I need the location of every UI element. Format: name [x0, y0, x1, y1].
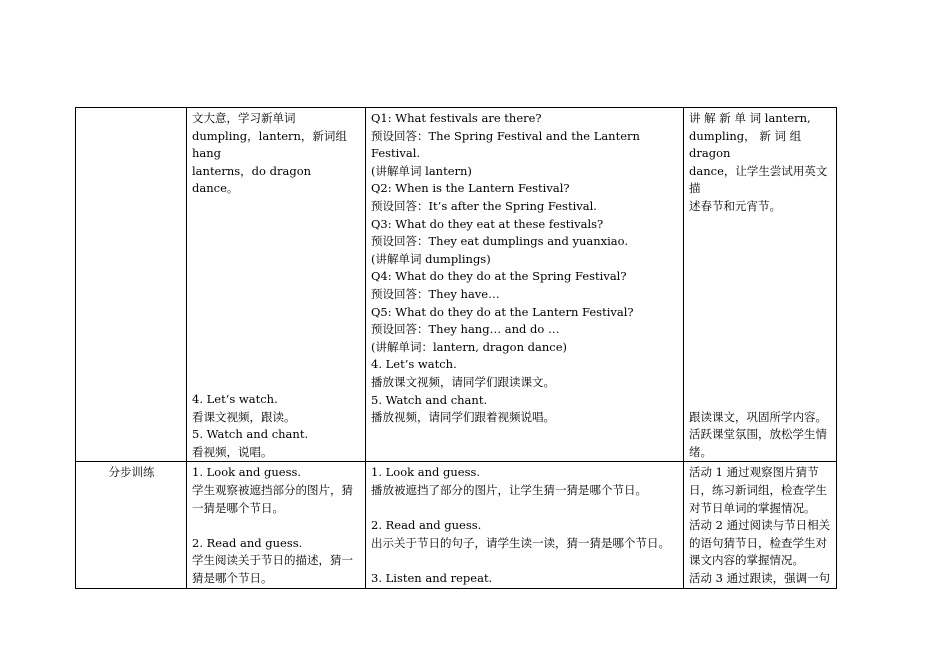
text-line: 一猜是哪个节日。 — [192, 500, 284, 515]
text-line: Q5: What do they do at the Lantern Festival? — [371, 304, 634, 319]
student-activity-bottom — [192, 391, 361, 461]
lesson-plan-table — [75, 107, 837, 589]
text-line: 文大意，学习新单词 — [192, 111, 296, 125]
text-line: Festival. — [371, 146, 421, 161]
text-line: (讲解单词 lantern) — [371, 163, 472, 178]
text-line: dance，让学生尝试用英文描 — [689, 163, 828, 196]
design-intent-cell — [684, 108, 837, 462]
text-line: 课文内容的掌握情况。 — [689, 553, 804, 568]
text-line: 播放被遮挡了部分的图片，让学生猜一猜是哪个节日。 — [371, 482, 647, 497]
table-row — [76, 108, 837, 462]
text-line: 预设回答：They have… — [371, 286, 500, 301]
student-activity-cell — [187, 462, 366, 588]
text-line: 1. Look and guess. — [371, 465, 481, 480]
text-line: 预设回答：It’s after the Spring Festival. — [371, 198, 597, 213]
student-activity-cell — [187, 108, 366, 462]
text-line: 4. Let’s watch. — [192, 391, 278, 406]
text-line: 出示关于节日的句子，请学生读一读，猜一猜是哪个节日。 — [371, 535, 670, 550]
text-line: 学生阅读关于节日的描述，猜一 — [192, 553, 353, 568]
text-line: (讲解单词：lantern, dragon dance) — [371, 339, 567, 354]
teacher-activity-cell — [366, 462, 684, 588]
text-line: 1. Look and guess. — [192, 465, 302, 480]
text-line: 预设回答：They eat dumplings and yuanxiao. — [371, 234, 629, 249]
stage-label-cell: 分步训练 — [76, 462, 187, 588]
text-line: 2. Read and guess. — [192, 535, 303, 550]
text-line: Q4: What do they do at the Spring Festival? — [371, 269, 627, 284]
text-line: 5. Watch and chant. — [371, 392, 488, 407]
text-line: 活动 1 通过观察图片猜节 — [689, 465, 819, 480]
text-line: 讲 解 新 单 词 lantern, — [689, 111, 811, 125]
design-intent-bottom — [689, 409, 832, 462]
text-line: 述春节和元宵节。 — [689, 198, 781, 213]
teacher-activity-cell — [366, 108, 684, 462]
text-line: lanterns，do dragon dance。 — [192, 163, 312, 196]
stage-label-cell — [76, 108, 187, 462]
text-line: 猜是哪个节日。 — [192, 570, 273, 585]
text-line: Q2: When is the Lantern Festival? — [371, 181, 570, 196]
text-line: 2. Read and guess. — [371, 518, 482, 533]
text-line: 看视频，说唱。 — [192, 444, 273, 459]
design-intent-top — [689, 110, 832, 216]
design-intent-cell — [684, 462, 837, 588]
text-line: 跟读课文，巩固所学内容。 — [689, 409, 827, 424]
text-line: 活动 2 通过阅读与节日相关 — [689, 518, 831, 533]
text-line: 的语句猜节日，检查学生对 — [689, 535, 827, 550]
text-line: 学生观察被遮挡部分的图片，猜 — [192, 482, 353, 497]
text-line: 预设回答：The Spring Festival and the Lantern — [371, 128, 640, 143]
text-line: 4. Let’s watch. — [371, 357, 457, 372]
text-line: 活动 3 通过跟读，强调一句 — [689, 570, 831, 585]
student-activity-top — [192, 110, 361, 198]
table-row — [76, 462, 837, 588]
text-line: (讲解单词 dumplings) — [371, 251, 491, 266]
teacher-activity-bottom — [371, 356, 679, 426]
text-line: 日，练习新词组，检查学生 — [689, 482, 827, 497]
teacher-activity-top — [371, 110, 679, 356]
text-line: dumpling，lantern，新词组 hang — [192, 128, 347, 161]
text-line: Q3: What do they eat at these festivals? — [371, 216, 604, 231]
text-line: 3. Listen and repeat. — [371, 570, 493, 585]
text-line: 播放课文视频，请同学们跟读课文。 — [371, 374, 555, 389]
text-line: 活跃课堂氛围，放松学生情 — [689, 427, 827, 442]
text-line: 预设回答：They hang… and do … — [371, 322, 560, 337]
text-line: Q1: What festivals are there? — [371, 111, 542, 125]
text-line: dumpling， 新 词 组 dragon — [689, 128, 802, 161]
text-line: 播放视频，请同学们跟着视频说唱。 — [371, 410, 555, 425]
text-line: 看课文视频，跟读。 — [192, 409, 296, 424]
text-line: 绪。 — [689, 444, 712, 459]
text-line: 5. Watch and chant. — [192, 427, 309, 442]
text-line: 对节日单词的掌握情况。 — [689, 500, 816, 515]
